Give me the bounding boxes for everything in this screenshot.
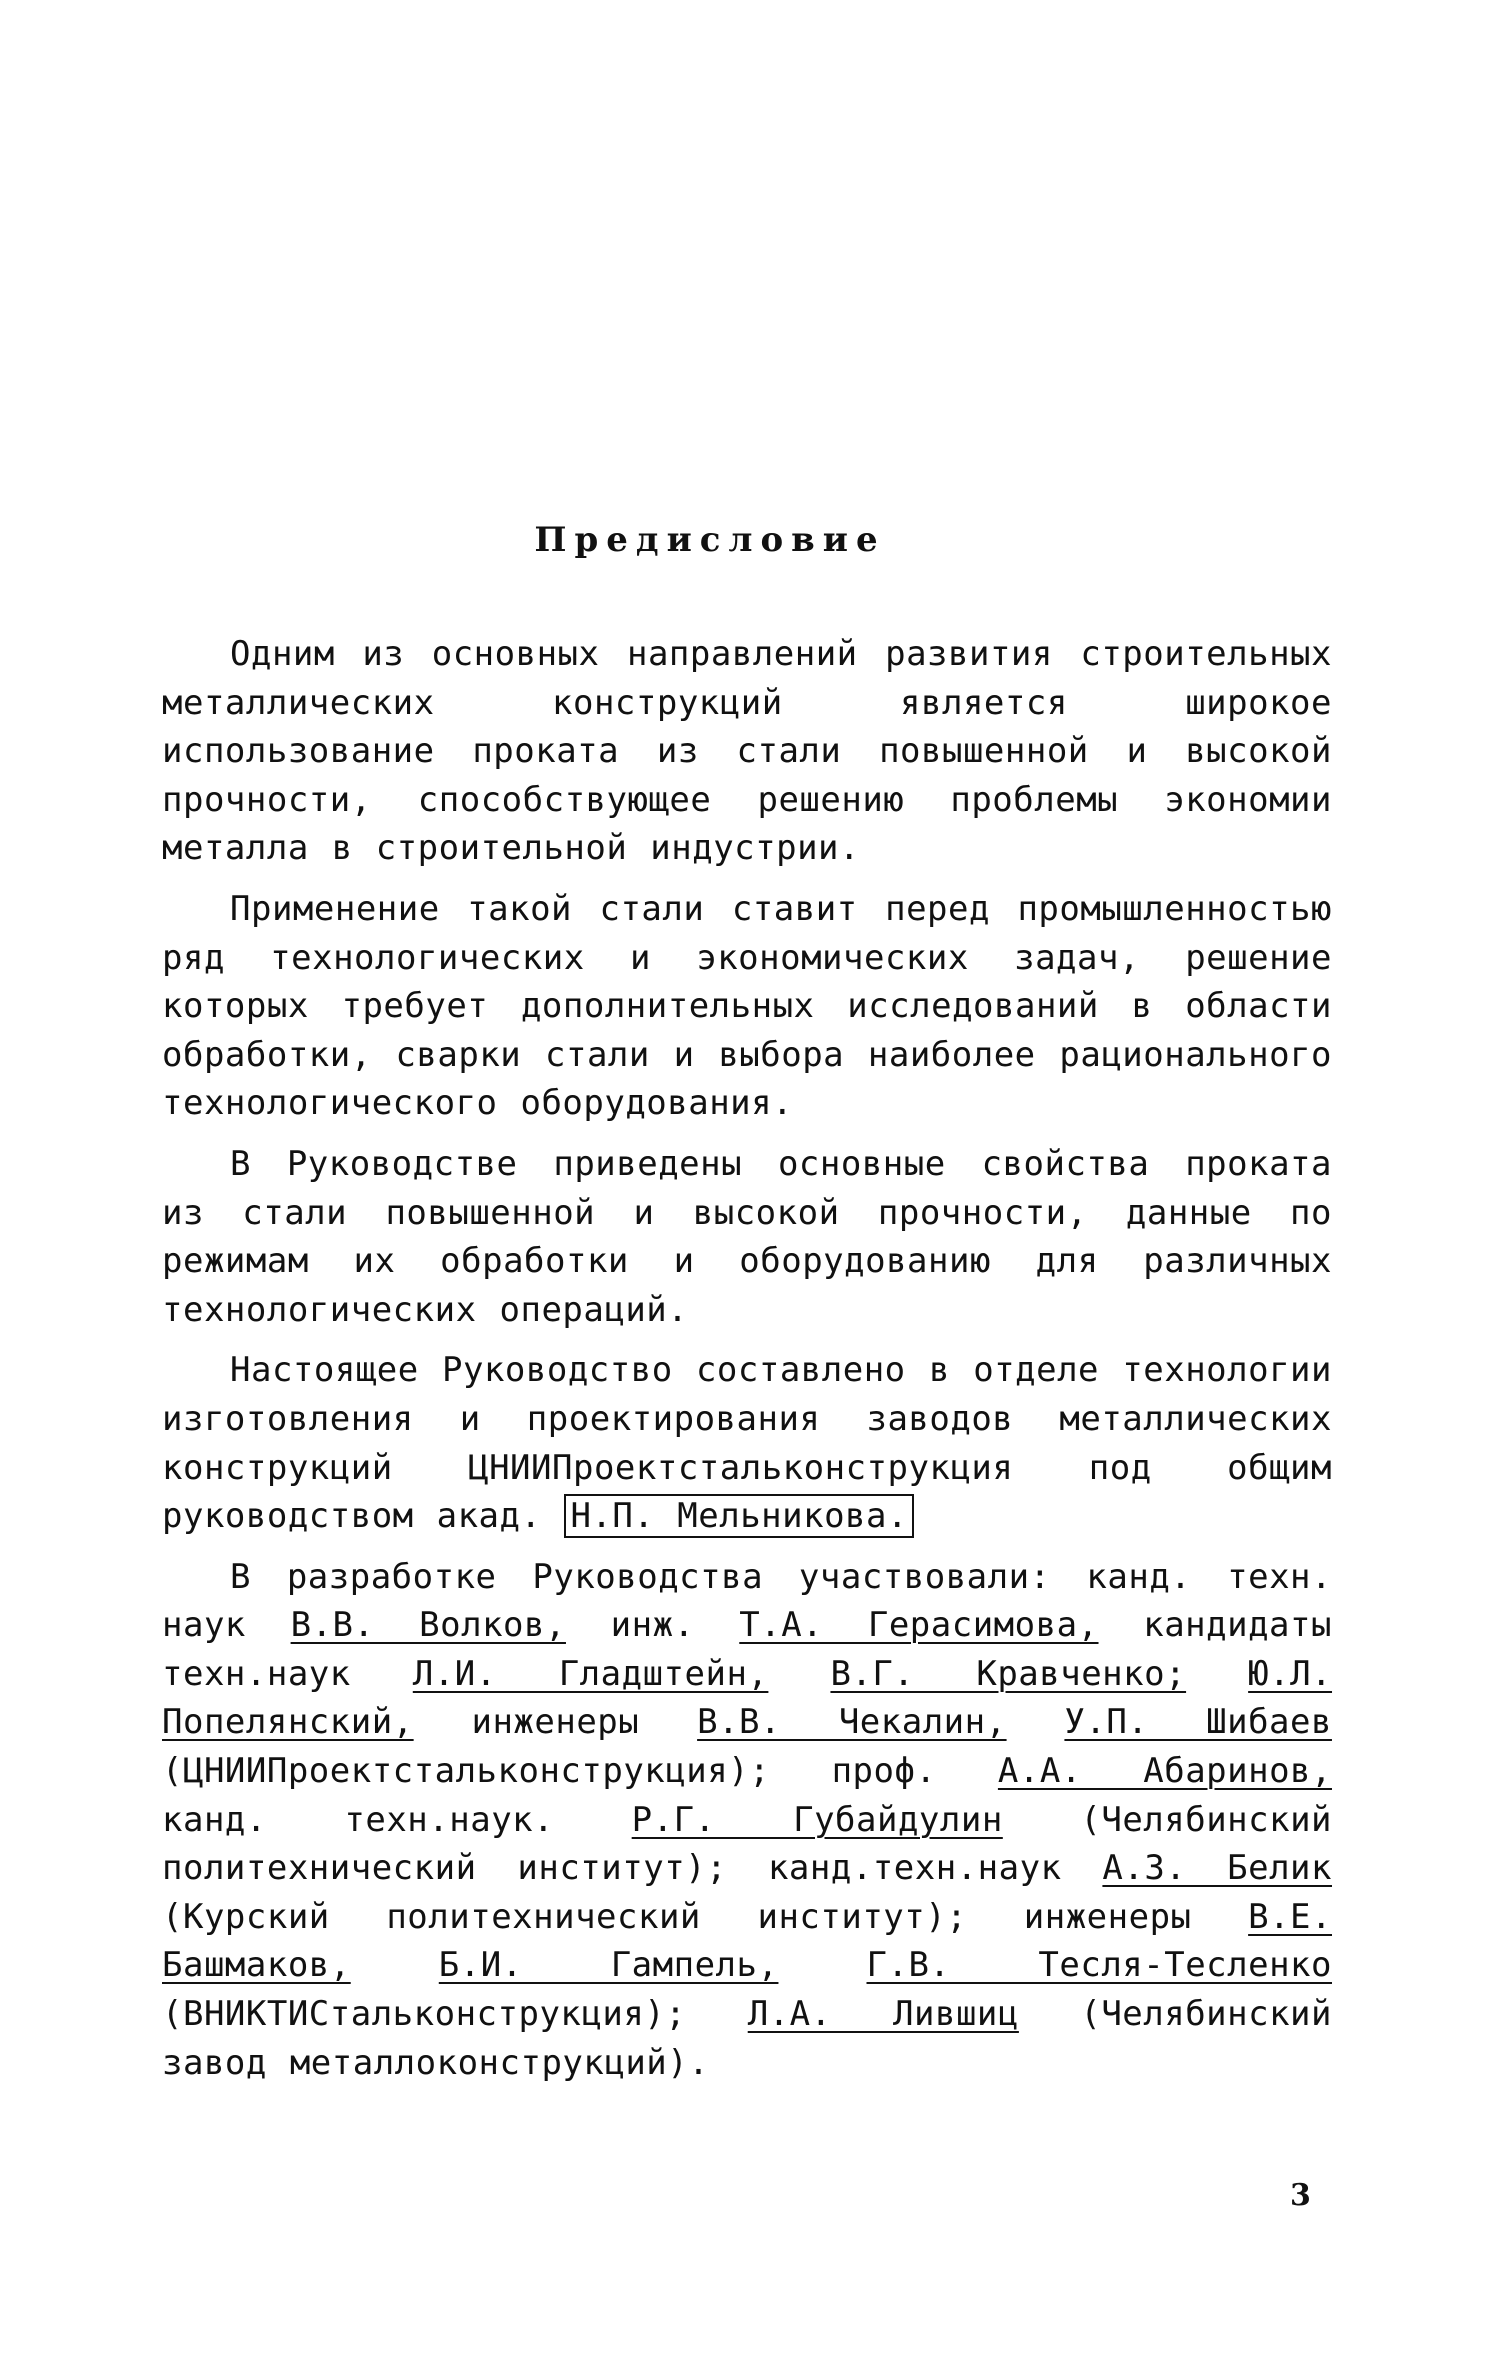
underlined-name: Б.И. Гампель, — [438, 1945, 779, 1986]
paragraph-4-text: Настоящее Руководство составлено в отделе технологии изготовления и проектирования заводов металлических конструкций ЦНИИПроектстальконструкция под общим руководством акад. — [162, 1350, 1332, 1537]
underlined-name: Л.И. Гладштейн, — [412, 1653, 769, 1694]
page-title: Предисловие — [534, 520, 886, 560]
paragraph-2: Применение такой стали ставит перед промышленностью ряд технологических и экономических задач, решение которых требует дополнительных исследований в области обработки, сварки стали и выбора наиболее рационального технологического оборудования. — [162, 888, 1332, 1124]
text-segment: канд. техн.наук. — [162, 1799, 555, 1840]
text-segment: (Челябинский завод металлоконструкций). — [162, 1994, 1332, 2083]
underlined-name: Л.А. Лившиц — [747, 1994, 1019, 2035]
text-segment: (Курский политехнический институт); инженеры — [162, 1896, 1192, 1937]
text-segment: инженеры — [471, 1702, 640, 1743]
underlined-name: В.В. Чекалин, — [697, 1702, 1007, 1743]
text-segment: (ЦНИИПроектстальконструкция); проф. — [162, 1751, 937, 1792]
underlined-name: А.З. Белик — [1102, 1848, 1332, 1889]
underlined-name: У.П. Шибаев — [1064, 1702, 1332, 1743]
paragraph-4 — [162, 1346, 1332, 1540]
underlined-name: Т.А. Герасимова, — [739, 1605, 1099, 1646]
text-segment: В разработке Руководства участвовали: канд. техн. наук — [162, 1556, 1332, 1646]
boxed-name: Н.П. Мельникова. — [564, 1494, 914, 1538]
underlined-name: В.Е. Башмаков, — [162, 1896, 1332, 1986]
text-segment: кандидаты техн.наук — [162, 1605, 1332, 1694]
text-segment: (Челябинский политехнический институт); канд.техн.наук — [162, 1799, 1333, 1889]
preface-body — [162, 630, 1332, 2099]
underlined-name: Г.В. Тесля-Тесленко — [866, 1945, 1332, 1986]
page-number: 3 — [1290, 2178, 1311, 2213]
underlined-name: Р.Г. Губайдулин — [631, 1799, 1003, 1840]
text-segment: инж. — [610, 1605, 695, 1646]
underlined-name: А.А. Абаринов, — [997, 1751, 1332, 1792]
text-segment: (ВНИКТИСтальконструкция); — [162, 1994, 687, 2035]
underlined-name: Ю.Л. Попелянский, — [162, 1653, 1333, 1743]
paragraph-3: В Руководстве приведены основные свойства проката из стали повышенной и высокой прочности, данные по режимам их обработки и оборудованию для различных технологических операций. — [162, 1143, 1332, 1330]
paragraph-5 — [162, 1553, 1332, 2088]
paragraph-1: Одним из основных направлений развития строительных металлических конструкций является широкое использование проката из стали повышенной и высокой прочности, способствующее решению проблемы экономии металла в строительной индустрии. — [162, 634, 1332, 869]
underlined-name: В.Г. Кравченко; — [830, 1653, 1187, 1694]
underlined-name: В.В. Волков, — [290, 1605, 566, 1646]
